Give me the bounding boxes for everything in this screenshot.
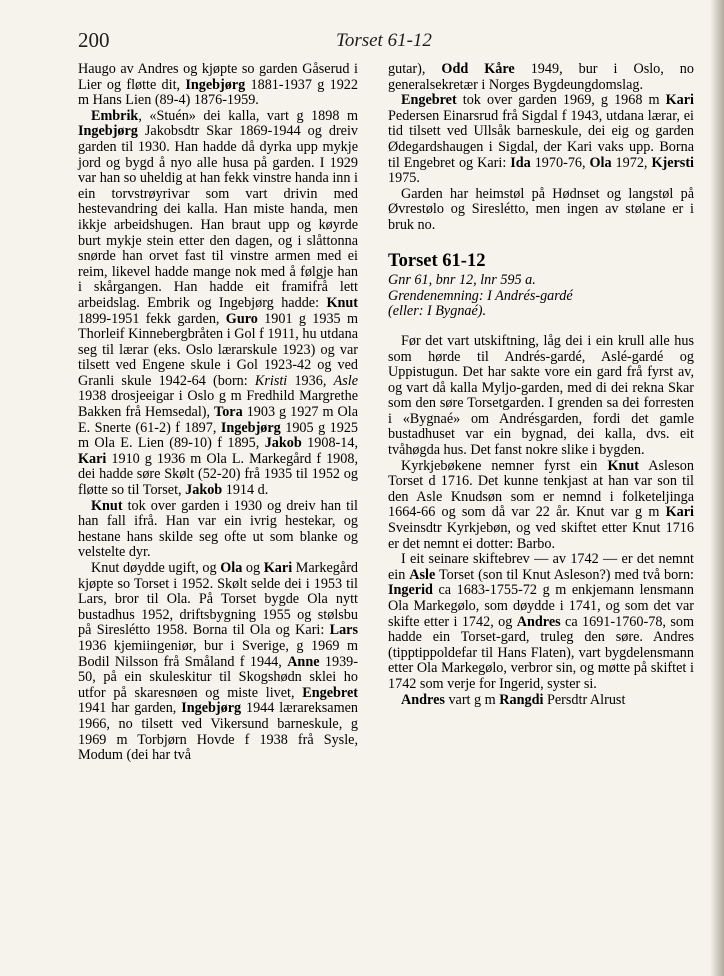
text-run: 1881-1937 g 1922 m Hans Lien (89-4) 1876-1959. bbox=[78, 76, 358, 109]
bold-name: Rangdi bbox=[499, 691, 544, 708]
text-run: 1941 har garden, bbox=[78, 700, 182, 717]
bold-name: Embrik bbox=[91, 107, 139, 124]
page-edge-shadow bbox=[710, 0, 724, 976]
paragraph bbox=[78, 62, 358, 109]
text-columns bbox=[78, 62, 710, 976]
text-run: Pedersen Einarsrud frå Sigdal f 1943, utdana lærar, ei tid tilsett ved Ullsåk barneskule, dei eig og garden Ødegardshaugen i Sigdal, der Kari vaks upp. Borna til Engebret og Kari: bbox=[388, 107, 694, 171]
text-run: Før det vart utskiftning, låg dei i ein krull alle hus som hørde til Andrés-gardé, Aslé-gardé og Uppistugun. Det har sakte vore ein gard frå fyrst av, og vart då kalla Myljo-garden, med di dei rekna Skar som den søre Torsetgarden. I grenden sa dei forresten i «Bygnaé» om Andrésgarden, fordi det gamle bustadhuset var ein bygnad, dei kalla, dvs. eit tvåhøgda hus. Det fanst nokre slike i bygden. bbox=[388, 332, 694, 459]
text-run: 1910 g 1936 m Ola L. Markegård f 1908, dei hadde søre Skølt (52-20) frå 1935 til 1952 og fløtte so til Torset, bbox=[78, 450, 358, 499]
bold-name: Jakob bbox=[264, 435, 302, 452]
bold-name: Kari bbox=[78, 450, 107, 467]
bold-name: Engebret bbox=[302, 684, 358, 701]
bold-name: Jakob bbox=[185, 482, 223, 499]
text-run: og bbox=[242, 560, 264, 576]
bold-name: Anne bbox=[287, 653, 320, 670]
section-heading: Torset 61-12 bbox=[388, 250, 486, 271]
bold-name: Ingebjørg bbox=[78, 123, 138, 140]
paragraph bbox=[78, 499, 358, 561]
paragraph bbox=[388, 693, 694, 709]
bold-name: Lars bbox=[329, 622, 358, 639]
page-number: 200 bbox=[78, 28, 110, 52]
text-run: 1908-14, bbox=[301, 435, 358, 452]
text-run: Jakobsdtr Skar 1869-1944 og dreiv garden til 1930. Han hadde då dyrka upp mykje jord og bygd å nyo alle husa på garden. I 1929 var han so uheldig at han fekk vinstre handa inn i ein torvstrøyrivar som vart drivin med hestevandring dei kalla. Han miste handa, men ikkje arbeidshugen. Han braut upp og køyrde burt mykje stein etter den dagen, og i slåttonna snørde han orvet fast til vinstre armen med ei reim, likevel hadde mange nok med å følgje han i skårgangen. Han hadde eit framifrå lett arbeidslag. Embrik og Ingebjørg hadde: bbox=[78, 123, 358, 311]
text-run: 1972, bbox=[611, 154, 652, 171]
text-run: 1936, bbox=[287, 372, 334, 389]
paragraph bbox=[78, 109, 358, 499]
text-run: Persdtr Alrust bbox=[543, 691, 626, 708]
text-run: 1939-50, på ein skuleskitur til Skogshødn sklei ho utfor på skaresnøen og miste livet, bbox=[78, 653, 358, 701]
text-run: Garden har heimstøl på Hødnset og langstøl på Øvrestølo og Sireslétto, men ingen av stølane er i bruk no. bbox=[388, 185, 694, 233]
text-run: Haugo av Andres og kjøpte so garden Gåserud i Lier og fløtte dit, bbox=[78, 61, 358, 93]
right-column bbox=[388, 62, 694, 708]
text-run: 1899-1951 fekk garden, bbox=[78, 310, 226, 327]
text-run: 1975. bbox=[388, 170, 420, 187]
running-title: Torset 61-12 bbox=[336, 30, 432, 51]
bold-name: Andres bbox=[401, 691, 445, 708]
right-column-top-text bbox=[388, 62, 694, 234]
text-run: 1970-76, bbox=[530, 154, 590, 171]
text-run: 1944 lærareksamen 1966, no tilsett ved Vikersund barneskule, g 1969 m Torbjørn Hovde f 1938 frå Sysle, Modum (dei har två bbox=[78, 700, 358, 764]
section-metadata bbox=[388, 273, 694, 320]
bold-name: Knut bbox=[326, 294, 358, 311]
text-run: , «Stuén» dei kalla, vart g 1898 m bbox=[138, 107, 358, 124]
right-column-bottom-text bbox=[388, 334, 694, 708]
paragraph bbox=[388, 62, 694, 93]
bold-name: Ola bbox=[220, 560, 243, 576]
text-run: 1903 g 1927 m Ola E. Snerte (61-2) f 1897, bbox=[78, 404, 358, 436]
text-run: tok over garden i 1930 og dreiv han til han fall ifrå. Han var ein ivrig hestekar, og hestane hans skilde seg ofte ut som blanke og velstelte dyr. bbox=[78, 497, 358, 561]
section-meta-line: Gnr 61, bnr 12, lnr 595 a. bbox=[388, 272, 536, 289]
section-meta-line: (eller: I Bygnaé). bbox=[388, 303, 487, 320]
text-run: 1949, bur i Oslo, no generalsekretær i Norges Bygdeungdomslag. bbox=[388, 61, 694, 93]
bold-name: Asle bbox=[409, 566, 436, 583]
bold-name: Ingerid bbox=[388, 582, 433, 599]
paragraph bbox=[388, 93, 694, 187]
paragraph bbox=[388, 187, 694, 234]
bold-name: Kari bbox=[665, 504, 694, 521]
text-run: Markegård kjøpte so Torset i 1952. Skølt selde dei i 1953 til Lars, bror til Ola. På Torset bygde Ola nytt bustadhus 1952, driftsbygning 1955 og stølsbu på Sireslétto 1958. Borna til Ola og Kari: bbox=[78, 560, 359, 639]
text-run: 1936 kjemiingeniør, bur i Sverige, g 1969 m Bodil Nilsson frå Småland f 1944, bbox=[78, 637, 358, 670]
bold-name: Ingebjørg bbox=[181, 700, 242, 717]
paragraph bbox=[388, 459, 694, 553]
paragraph bbox=[78, 561, 358, 764]
section-meta-line: Grendenemning: I Andrés-gardé bbox=[388, 287, 573, 304]
bold-name: Ola bbox=[589, 154, 612, 171]
text-run: Torset (son til Knut Asleson?) med två born: bbox=[435, 566, 694, 583]
text-run: Sveinsdtr Kyrkjebøn, og ved skiftet etter Knut 1716 er det nemnt ei dotter: Barbo. bbox=[388, 520, 694, 552]
page-header bbox=[78, 18, 710, 54]
bold-name: Kjersti bbox=[651, 154, 694, 171]
bold-name: Ingebjørg bbox=[220, 419, 281, 436]
text-run: vart g m bbox=[444, 691, 500, 708]
text-run: Asleson Torset d 1716. Det kunne tenkjast at han var son til den Asle Knudsøn som er nemnd i folketeljinga 1664-66 og som då var 22 år. Knut var g m bbox=[388, 457, 694, 521]
paragraph bbox=[388, 552, 694, 692]
bold-name: Knut bbox=[607, 457, 640, 474]
bold-name: Kari bbox=[263, 560, 293, 576]
bold-name: Kari bbox=[665, 92, 694, 109]
text-run: ca 1691-1760-78, som hadde ein Torset-gard, truleg den søre. Andres (tipptippoldefar til Hans Flaten), vart bygdelensmann etter Ola Markegølo, verbror sin, og møtte på skiftet i 1742 som verje for Ingerid, syster si. bbox=[388, 613, 694, 692]
text-run: Kyrkjebøkene nemner fyrst ein bbox=[401, 457, 608, 474]
text-run: 1901 g 1935 m Thorleif Kinnebergbråten i Gol f 1911, hu utdana seg til lærar (eks. Oslo lærarskule 1923) og var tilsett ved Engene skule i Gol 1923-42 og ved Granli skule 1942-64 (born: bbox=[78, 310, 358, 389]
bold-name: Andres bbox=[516, 613, 561, 630]
text-run: 1938 drosjeeigar i Oslo g m Fredhild Margrethe Bakken frå Hemsedal), bbox=[78, 388, 358, 421]
text-run: I eit seinare skiftebrev — av 1742 — er det nemnt ein bbox=[388, 551, 694, 583]
text-run: gutar), bbox=[388, 61, 442, 77]
italic-name: Asle bbox=[333, 372, 359, 389]
text-run: ca 1683-1755-72 g m enkjemann lensmann Ola Markegølo, som døydde i 1741, og som det var skifte etter i 1742, og bbox=[388, 582, 694, 630]
text-run: 1914 d. bbox=[222, 482, 269, 499]
bold-name: Knut bbox=[91, 497, 123, 514]
bold-name: Engebret bbox=[401, 92, 457, 109]
paragraph bbox=[388, 334, 694, 459]
bold-name: Tora bbox=[214, 404, 243, 421]
bold-name: Guro bbox=[225, 310, 258, 327]
left-column bbox=[78, 62, 358, 764]
bold-name: Ida bbox=[510, 154, 531, 171]
italic-name: Kristi bbox=[254, 372, 288, 389]
bold-name: Ingebjørg bbox=[185, 76, 246, 93]
text-run: 1905 g 1925 m Ola E. Lien (89-10) f 1895, bbox=[78, 419, 359, 452]
bold-name: Odd Kåre bbox=[441, 61, 515, 77]
text-run: Knut døydde ugift, og bbox=[91, 560, 221, 576]
text-run: tok over garden 1969, g 1968 m bbox=[456, 92, 666, 109]
